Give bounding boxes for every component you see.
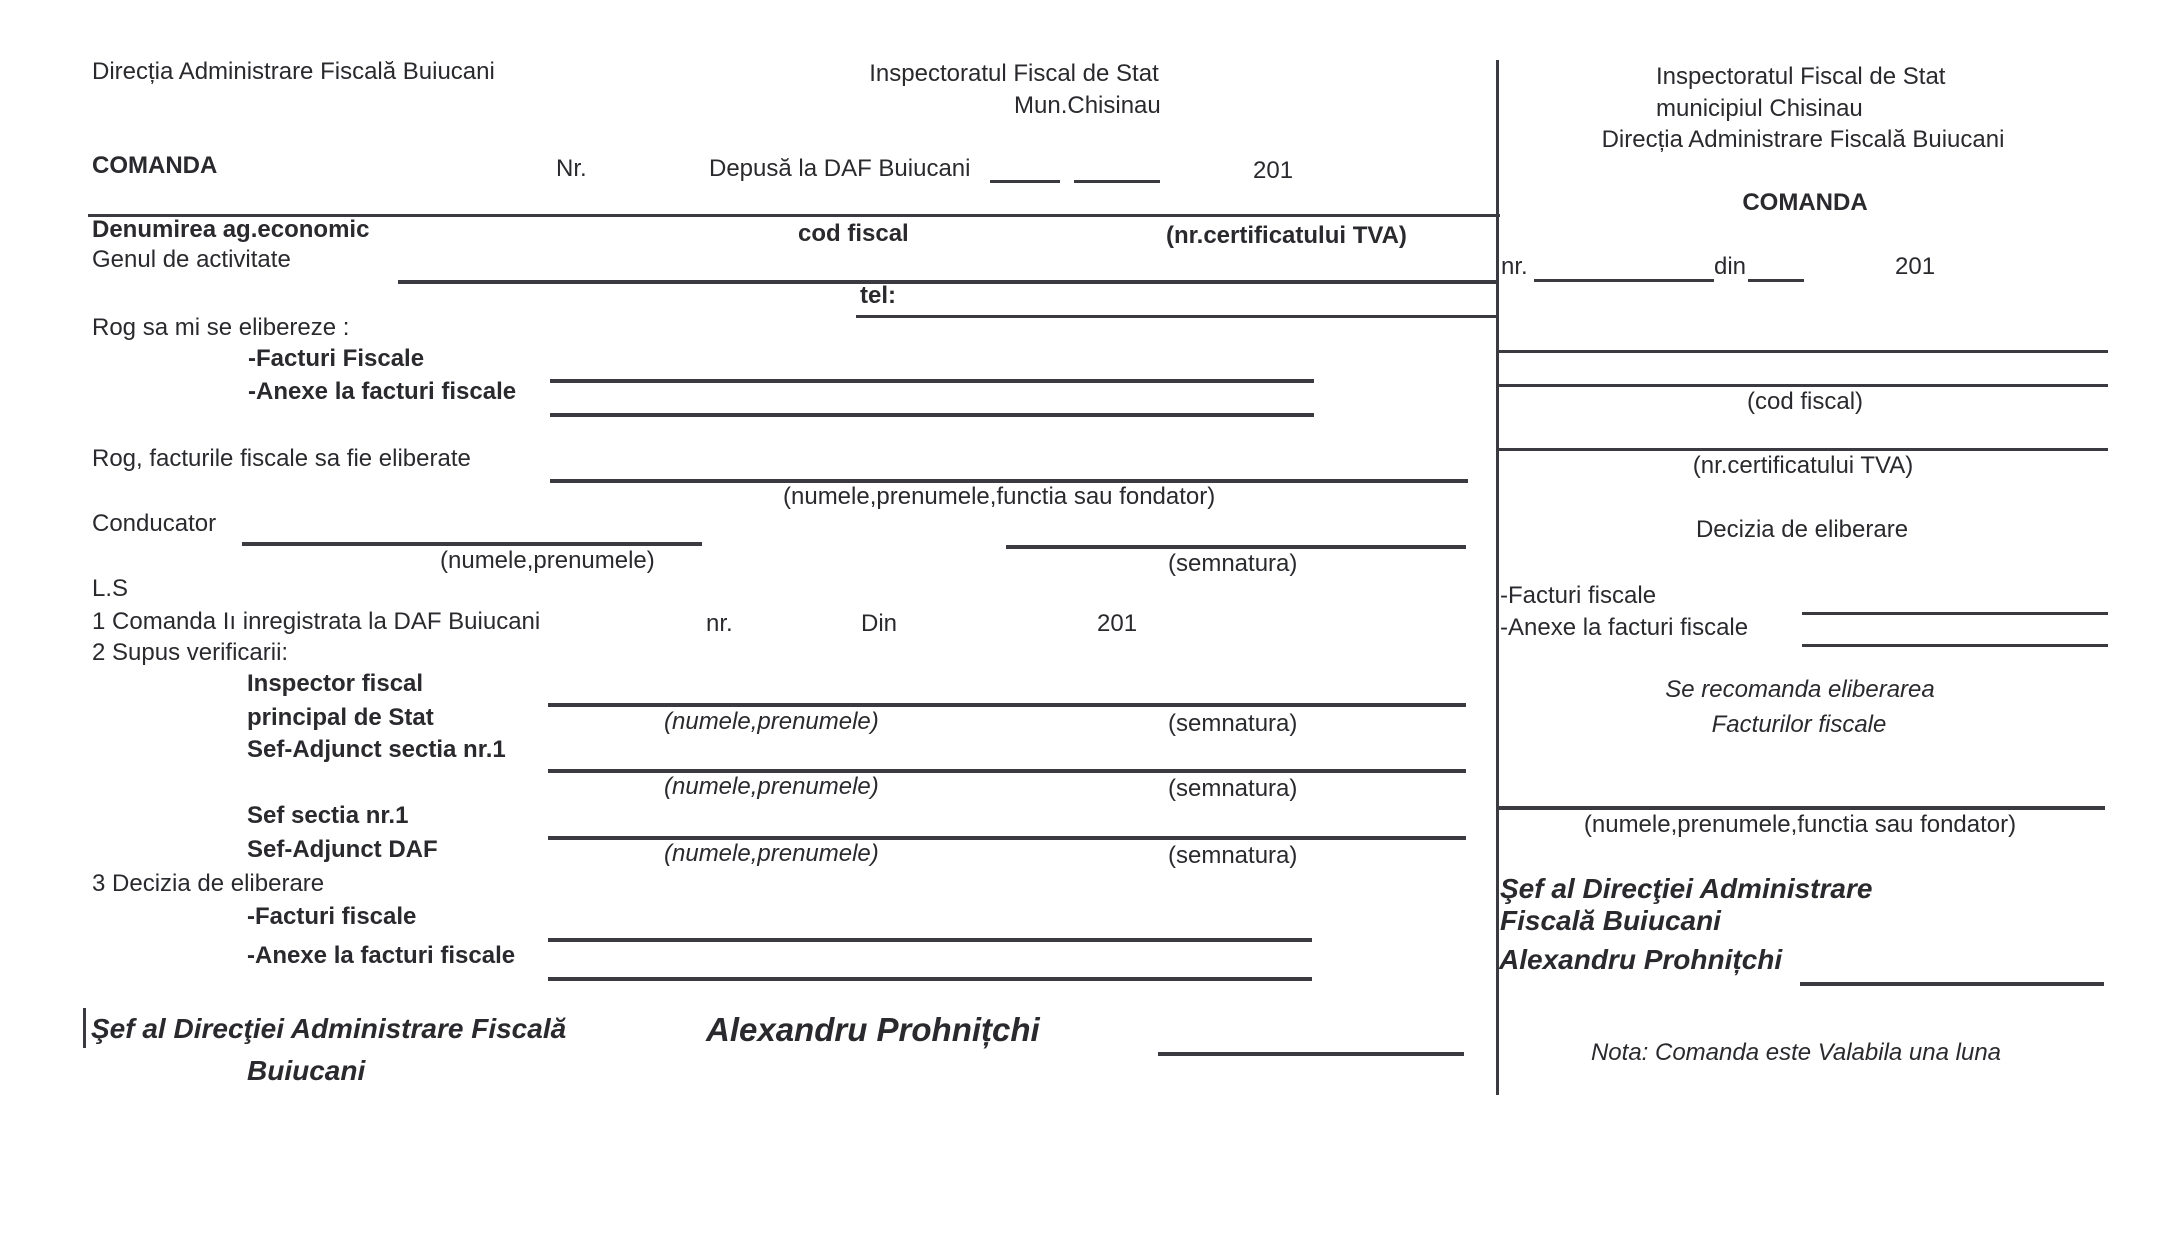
left-anexe-line bbox=[550, 413, 1314, 417]
left-conducator-sign-hint: (semnatura) bbox=[1168, 550, 1298, 577]
left-conducator-name-hint: (numele,prenumele) bbox=[440, 547, 655, 574]
right-cert-tva-line bbox=[1498, 448, 2108, 451]
right-sef-line2: Fiscală Buiucani bbox=[1500, 905, 1721, 936]
right-recomanda-line2: Facturilor fiscale bbox=[1711, 711, 1887, 738]
left-item3-text: 3 Decizia de eliberare bbox=[92, 870, 325, 897]
right-header-inspectorate: Inspectoratul Fiscal de Stat bbox=[1656, 63, 1946, 90]
left-tel-line bbox=[856, 315, 1498, 318]
left-bottom-mark bbox=[83, 1008, 86, 1048]
left-anexe-lower: -Anexe la facturi fiscale bbox=[247, 942, 516, 969]
left-comanda-title: COMANDA bbox=[92, 152, 218, 179]
left-director-sign-line bbox=[1158, 1052, 1464, 1056]
right-anexe: -Anexe la facturi fiscale bbox=[1500, 614, 1749, 641]
vertical-separator bbox=[1496, 60, 1499, 1095]
left-sef-directiei-line1: Şef al Direcţiei Administrare Fiscală bbox=[91, 1013, 567, 1044]
right-facturi-line bbox=[1802, 612, 2108, 615]
left-nr-label: Nr. bbox=[556, 155, 587, 182]
right-name-line bbox=[1498, 350, 2108, 353]
left-conducator-label: Conducator bbox=[92, 510, 217, 537]
left-genul-label: Genul de activitate bbox=[92, 246, 291, 273]
left-sef-adjunct-daf-sign-hint: (semnatura) bbox=[1168, 842, 1298, 869]
right-sef-line1: Şef al Direcţiei Administrare bbox=[1500, 873, 1873, 904]
left-inspector-fiscal: Inspector fiscal bbox=[247, 670, 424, 697]
right-anexe-line bbox=[1802, 644, 2108, 647]
right-numele-functia-hint: (numele,prenumele,functia sau fondator) bbox=[1583, 811, 2017, 838]
left-item1-nr: nr. bbox=[706, 610, 733, 637]
left-header-dept: Direcția Administrare Fiscală Buiucani bbox=[92, 58, 495, 85]
right-cod-fiscal-line bbox=[1498, 384, 2108, 387]
right-year: 201 bbox=[1895, 253, 1936, 280]
left-principal-de-stat: principal de Stat bbox=[247, 704, 434, 731]
left-ls-label: L.S bbox=[92, 575, 129, 602]
left-rog-facturile: Rog, facturile fiscale sa fie eliberate bbox=[92, 445, 471, 472]
left-nr-cert-tva-label: (nr.certificatului TVA) bbox=[1166, 222, 1407, 249]
right-decizia-title: Decizia de eliberare bbox=[1695, 516, 1909, 543]
left-cod-fiscal-label: cod fiscal bbox=[798, 220, 909, 247]
left-facturi-fiscale-lower: -Facturi fiscale bbox=[247, 903, 417, 930]
left-item2-text: 2 Supus verificarii: bbox=[92, 639, 289, 666]
left-director-name: Alexandru Prohnițchi bbox=[706, 1011, 1040, 1048]
right-director-sign-line bbox=[1800, 982, 2104, 986]
right-din-line bbox=[1748, 279, 1804, 282]
left-decizia-anexe-line bbox=[548, 977, 1312, 981]
right-nr-line bbox=[1534, 279, 1714, 282]
left-sef-directiei-line2: Buiucani bbox=[247, 1055, 366, 1086]
left-item1-year: 201 bbox=[1097, 610, 1138, 637]
right-recomanda-line1: Se recomanda eliberarea bbox=[1665, 676, 1935, 703]
right-cod-fiscal-hint: (cod fiscal) bbox=[1746, 388, 1864, 415]
left-decizia-facturi-line bbox=[548, 938, 1312, 942]
left-header-inspectorate: Inspectoratul Fiscal de Stat bbox=[869, 60, 1159, 87]
left-rog-elibereze: Rog sa mi se elibereze : bbox=[92, 314, 350, 341]
right-cert-tva-hint: (nr.certificatului TVA) bbox=[1692, 452, 1914, 479]
right-nota: Nota: Comanda este Valabila una luna bbox=[1590, 1039, 2002, 1066]
left-denumirea-label: Denumirea ag.economic bbox=[92, 216, 370, 243]
left-item1-text: 1 Comanda Iı inregistrata la DAF Buiucani bbox=[92, 608, 541, 635]
right-header-dept: Direcția Administrare Fiscală Buiucani bbox=[1601, 126, 2005, 153]
right-comanda-title: COMANDA bbox=[1742, 189, 1868, 216]
left-header-city: Mun.Chisinau bbox=[1014, 92, 1161, 119]
right-director-name: Alexandru Prohnițchi bbox=[1499, 944, 1783, 975]
left-sef-sectia: Sef sectia nr.1 bbox=[247, 802, 409, 829]
right-nr-label: nr. bbox=[1501, 253, 1528, 280]
left-sef-adjunct-daf-name-hint: (numele,prenumele) bbox=[664, 840, 879, 867]
left-numele-functia-hint: (numele,prenumele,functia sau fondator) bbox=[783, 483, 1216, 510]
left-sef-adjunct-daf: Sef-Adjunct DAF bbox=[247, 836, 438, 863]
left-sef-adjunct-sectia-name-hint: (numele,prenumele) bbox=[664, 773, 879, 800]
left-item1-din: Din bbox=[861, 610, 898, 637]
left-tel-label: tel: bbox=[860, 282, 896, 309]
left-depusa-year: 201 bbox=[1253, 157, 1294, 184]
left-depusa-label: Depusă la DAF Buiucani bbox=[709, 155, 971, 182]
left-inspector-line bbox=[548, 703, 1466, 707]
left-genul-line bbox=[398, 280, 1496, 284]
left-depusa-day-line bbox=[990, 180, 1060, 183]
left-inspector-sign-hint: (semnatura) bbox=[1168, 710, 1298, 737]
left-conducator-name-line bbox=[242, 542, 702, 546]
right-din-label: din bbox=[1714, 253, 1747, 280]
left-sef-adjunct-sectia: Sef-Adjunct sectia nr.1 bbox=[247, 736, 506, 763]
left-facturi-fiscale-bold: -Facturi Fiscale bbox=[248, 345, 425, 372]
left-sef-adjunct-sectia-sign-hint: (semnatura) bbox=[1168, 775, 1298, 802]
right-facturi-fiscale: -Facturi fiscale bbox=[1500, 582, 1657, 609]
left-depusa-month-line bbox=[1074, 180, 1160, 183]
right-signature-line bbox=[1496, 806, 2105, 810]
left-inspector-name-hint: (numele,prenumele) bbox=[664, 708, 879, 735]
left-facturi-fiscale-line bbox=[550, 379, 1314, 383]
left-conducator-sign-line bbox=[1006, 545, 1466, 549]
left-anexe-bold: -Anexe la facturi fiscale bbox=[248, 378, 517, 405]
right-header-city: municipiul Chisinau bbox=[1656, 95, 1863, 122]
